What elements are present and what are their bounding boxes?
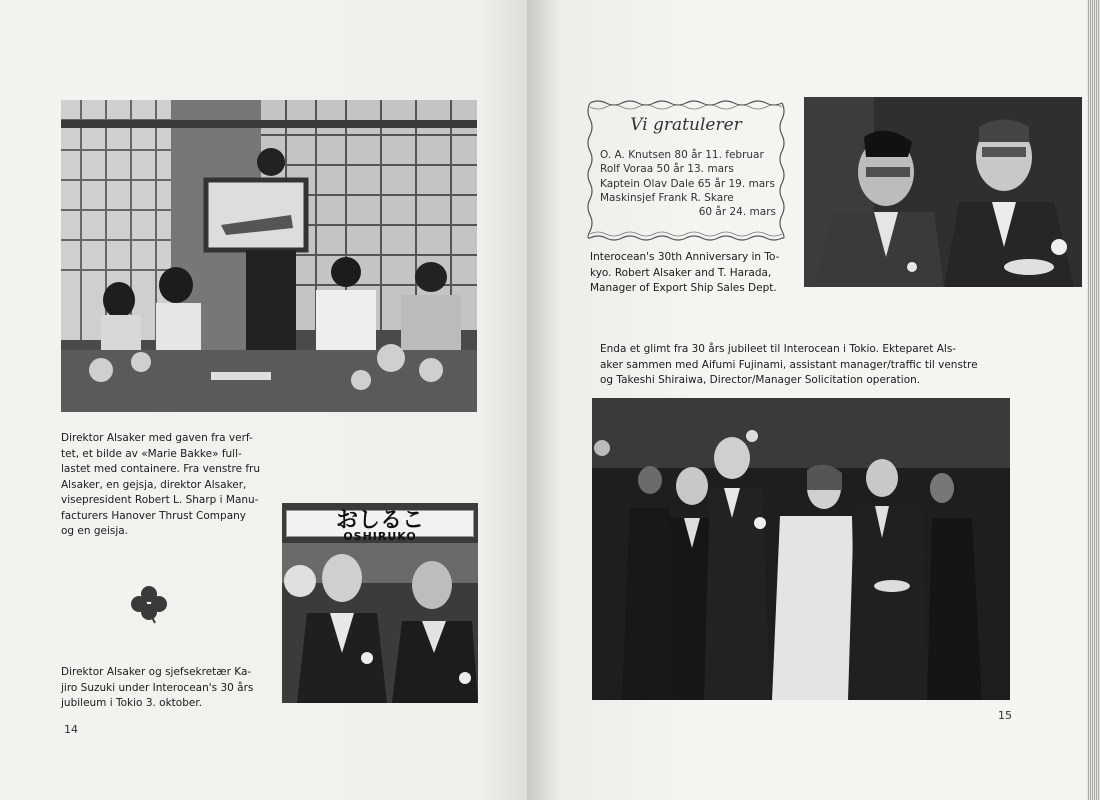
caption-banquet (61, 431, 271, 540)
greeting-line: Rolf Voraa 50 år 13. mars (600, 163, 734, 176)
caption-oshiruko (61, 665, 271, 712)
sign-kana: おしるこ (335, 508, 424, 533)
photo-alsaker-harada (804, 97, 1082, 287)
caption-jubilee (600, 342, 1000, 389)
caption-line: kyo. Robert Alsaker and T. Harada, (590, 266, 772, 279)
caption-line: Enda et glimt fra 30 års jubileet til Interocean i Tokio. Ekteparet Als- (600, 343, 957, 355)
caption-line: jubileum i Tokio 3. oktober. (61, 697, 203, 709)
sign-romaji: OSHIRUKO (343, 530, 417, 543)
page-number-right: 15 (998, 709, 1012, 722)
greeting-line: Maskinsjef Frank R. Skare (600, 191, 734, 204)
caption-line: facturers Hanover Thrust Company (61, 509, 247, 522)
caption-line: Interocean's 30th Anniversary in To- (590, 251, 780, 263)
greeting-list (600, 148, 778, 219)
caption-line: visepresident Robert L. Sharp i Manu- (61, 494, 259, 506)
caption-line: og en geisja. (61, 525, 129, 537)
greeting-line: Kaptein Olav Dale 65 år 19. mars (600, 177, 775, 190)
photo-group-jubilee (592, 398, 1010, 700)
oshiruko-sign (286, 508, 474, 543)
caption-line: lastet med containere. Fra venstre fru (61, 463, 261, 475)
caption-line: Alsaker, en gejsja, direktor Alsaker, (61, 478, 247, 491)
caption-line: Direktor Alsaker og sjefsekretær Ka- (61, 666, 252, 678)
greeting-line: O. A. Knutsen 80 år 11. februar (600, 149, 764, 161)
photo-oshiruko (282, 503, 478, 703)
photo-alsaker-harada-drawing (804, 97, 1082, 287)
caption-line: aker sammen med Aifumi Fujinami, assistant manager/traffic til venstre (600, 358, 978, 371)
caption-line: Direktor Alsaker med gaven fra verf- (61, 432, 253, 444)
page-number-left: 14 (64, 723, 78, 736)
greeting-line: 60 år 24. mars (698, 206, 776, 219)
page-stack-edge (1087, 0, 1100, 800)
photo-banquet-gift-drawing (61, 100, 477, 412)
caption-line: og Takeshi Shiraiwa, Director/Manager Solicitation operation. (600, 374, 921, 386)
caption-line: tet, et bilde av «Marie Bakke» full- (61, 447, 242, 460)
caption-anniversary (590, 250, 795, 297)
caption-line: Manager of Export Ship Sales Dept. (590, 282, 777, 294)
photo-banquet-gift (61, 100, 477, 412)
caption-line: jiro Suzuki under Interocean's 30 års (61, 681, 254, 694)
greeting-title: Vi gratulerer (630, 115, 742, 135)
greeting-box (586, 97, 786, 244)
photo-group-jubilee-drawing (592, 398, 1010, 700)
clover-icon (131, 584, 167, 624)
